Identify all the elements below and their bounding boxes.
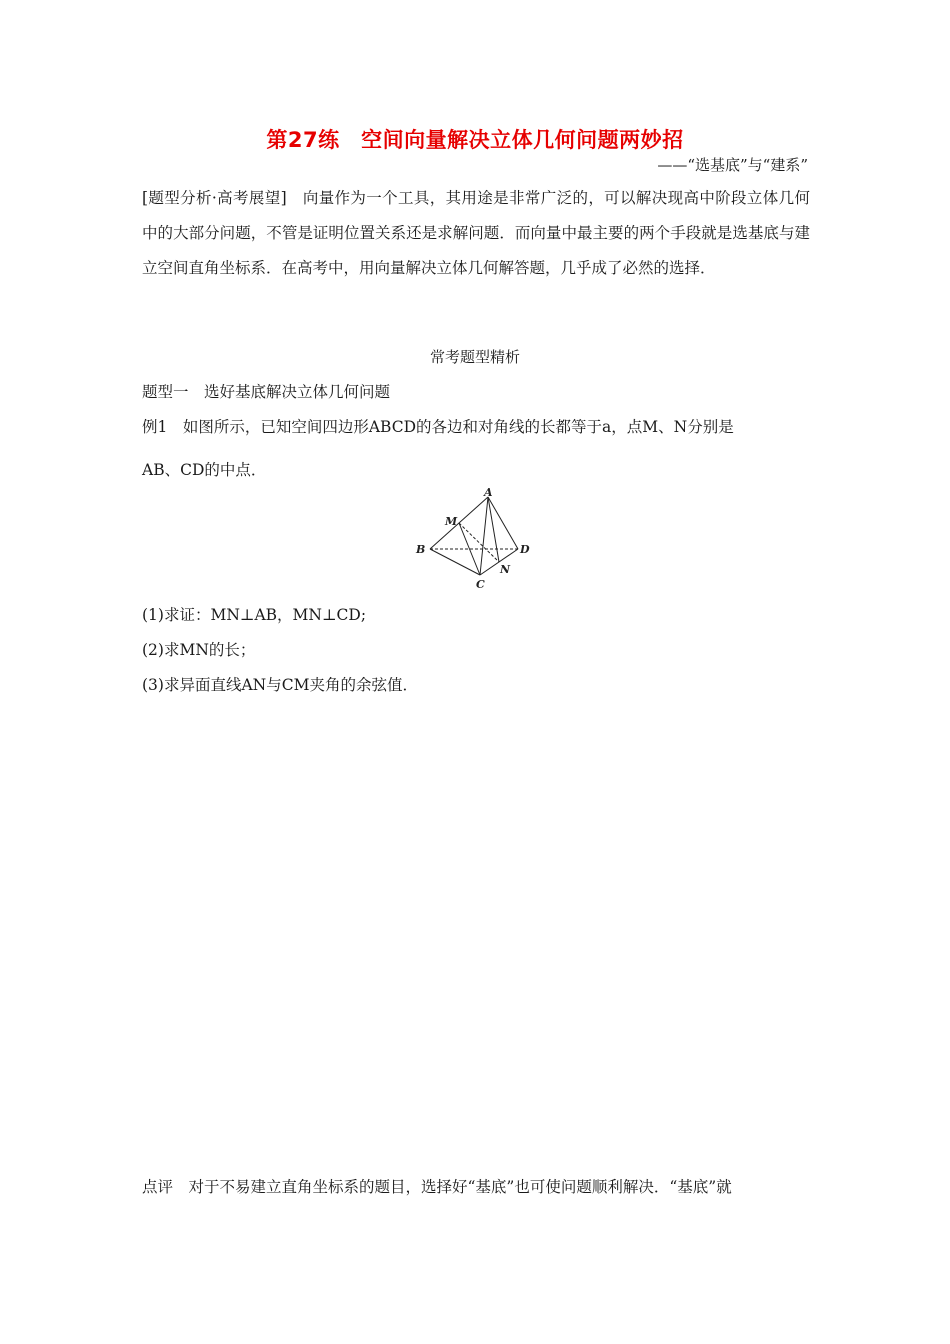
question-2: (2)求MN的长； [142,641,256,659]
question-1: (1)求证：MN⊥AB，MN⊥CD; [142,606,367,624]
example-text-line1: 例1 如图所示，已知空间四边形ABCD的各边和对角线的长都等于a，点M、N分别是 [142,418,734,436]
topic-heading: 题型一 选好基底解决立体几何问题 [142,383,391,401]
edge-BC [430,549,480,575]
comment-line: 点评 对于不易建立直角坐标系的题目，选择好“基底”也可使问题顺利解决．“基底”就 [142,1178,732,1196]
label-M: M [445,515,458,528]
edge-AC [480,497,488,575]
intro-paragraph: [题型分析·高考展望] 向量作为一个工具，其用途是非常广泛的，可以解决现高中阶段立体几何中的大部分问题，不管是证明位置关系还是求解问题．而向量中最主要的两个手段就是选基底与建立空间直角坐标系．在高考中，用向量解决立体几何解答题，几乎成了必然的选择． [142,189,810,277]
section-heading: 常考题型精析 [429,348,520,366]
page-title: 第27练 空间向量解决立体几何问题两妙招 [266,128,684,152]
label-D: D [520,543,530,556]
label-B: B [416,543,426,556]
label-C: C [476,578,485,591]
example-text-line2: AB、CD的中点． [142,461,267,479]
label-N: N [500,563,511,576]
question-3: (3)求异面直线AN与CM夹角的余弦值． [142,676,418,694]
page-subtitle: ——“选基底”与“建系” [657,156,808,174]
label-A: A [484,487,493,499]
tetrahedron-figure [414,487,536,591]
